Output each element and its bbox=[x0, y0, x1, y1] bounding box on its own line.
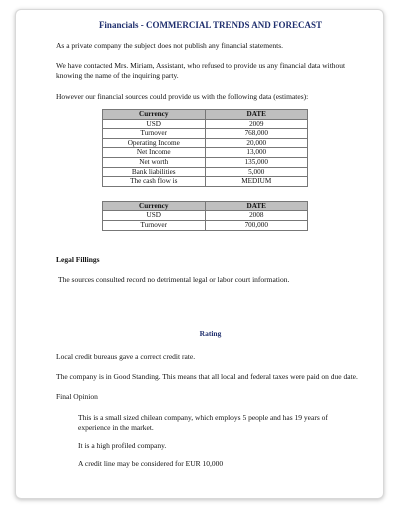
table-cell: Operating Income bbox=[103, 138, 206, 148]
financials-paragraph-1: As a private company the subject does not publish any financial statements. bbox=[56, 41, 284, 50]
table-cell: 768,000 bbox=[205, 129, 308, 139]
legal-heading: Legal Fillings bbox=[56, 254, 100, 264]
financials-paragraph-3: However our financial sources could provide us with the following data (estimates): bbox=[56, 92, 309, 101]
table-cell: The cash flow is bbox=[103, 177, 206, 187]
table-row bbox=[103, 138, 308, 148]
table-row bbox=[103, 220, 308, 230]
table-cell: 700,000 bbox=[205, 220, 308, 230]
table-row bbox=[103, 177, 308, 187]
legal-text: The sources consulted record no detrimental legal or labor court information. bbox=[58, 274, 290, 284]
column-header-currency: Currency bbox=[103, 110, 206, 120]
table-cell: Bank liabilities bbox=[103, 167, 206, 177]
table-cell: 13,000 bbox=[205, 148, 308, 158]
column-header-date: DATE bbox=[205, 201, 308, 211]
table-cell: USD bbox=[103, 211, 206, 221]
table-cell: Net Income bbox=[103, 148, 206, 158]
column-header-date: DATE bbox=[205, 110, 308, 120]
table-row bbox=[103, 167, 308, 177]
opinion-paragraph-3: A credit line may be considered for EUR 10,000 bbox=[78, 458, 224, 468]
table-row bbox=[103, 129, 308, 139]
report-page bbox=[15, 9, 384, 499]
rating-line-1: Local credit bureaus gave a correct credit rate. bbox=[56, 351, 196, 361]
opinion-paragraph-2: It is a high profiled company. bbox=[78, 440, 167, 450]
table-row bbox=[103, 119, 308, 129]
final-opinion-label: Final Opinion bbox=[56, 391, 98, 401]
column-header-currency: Currency bbox=[103, 201, 206, 211]
table-cell: Net worth bbox=[103, 157, 206, 167]
table-cell: 5,000 bbox=[205, 167, 308, 177]
table-row bbox=[103, 148, 308, 158]
table-cell: USD bbox=[103, 119, 206, 129]
table-header-row bbox=[103, 110, 308, 120]
table-cell: Turnover bbox=[103, 220, 206, 230]
rating-heading: Rating bbox=[199, 328, 222, 338]
table-cell: MEDIUM bbox=[205, 177, 308, 187]
table-row bbox=[103, 157, 308, 167]
opinion-paragraph-1: This is a small sized chilean company, which employs 5 people and has 19 years of experience in the market. bbox=[78, 412, 328, 432]
financials-title: Financials - COMMERCIAL TRENDS AND FORECAST bbox=[98, 20, 323, 30]
financial-data-table-2008 bbox=[102, 201, 308, 231]
table-cell: 2009 bbox=[205, 119, 308, 129]
financial-data-table-2009 bbox=[102, 109, 308, 187]
financials-paragraph-2: We have contacted Mrs. Miriam, Assistant, who refused to provide us any financial data without knowing the name of the inquiring party. bbox=[56, 61, 346, 80]
table-cell: 20,000 bbox=[205, 138, 308, 148]
table-row bbox=[103, 211, 308, 221]
table-header-row bbox=[103, 201, 308, 211]
rating-line-2: The company is in Good Standing. This means that all local and federal taxes were paid on due date. bbox=[56, 371, 358, 381]
table-cell: 135,000 bbox=[205, 157, 308, 167]
table-cell: 2008 bbox=[205, 211, 308, 221]
table-cell: Turnover bbox=[103, 129, 206, 139]
